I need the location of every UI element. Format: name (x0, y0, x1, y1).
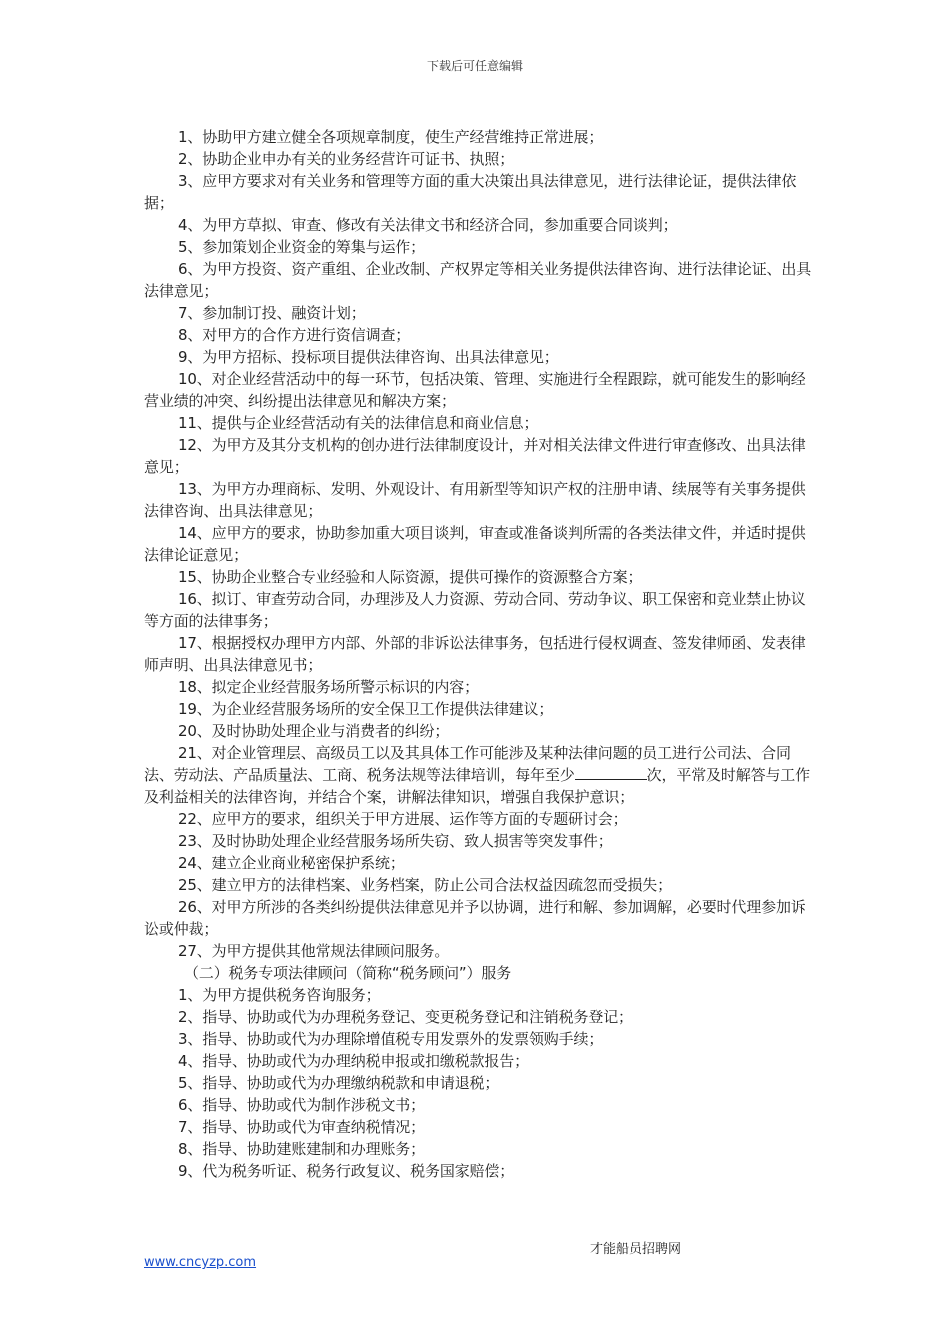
list-item: 4、为甲方草拟、审查、修改有关法律文书和经济合同，参加重要合同谈判； (178, 216, 678, 234)
tax-list-item: 3、指导、协助或代为办理除增值税专用发票外的发票领购手续； (178, 1030, 604, 1048)
list-item: 22、应甲方的要求，组织关于甲方进展、运作等方面的专题研讨会； (178, 810, 628, 828)
list-item: 12、为甲方及其分支机构的创办进行法律制度设计，并对相关法律文件进行审查修改、出具法律意见； (144, 436, 806, 476)
list-item: 27、为甲方提供其他常规法律顾问服务。 (178, 942, 450, 960)
list-item: 25、建立甲方的法律档案、业务档案，防止公司合法权益因疏忽而受损失； (178, 876, 672, 894)
page-header: 下载后可任意编辑 (426, 59, 523, 73)
item-21-text-before: 21、对企业管理层、高级员工以及其具体工作可能涉及某种法律问题的员工进行公司法、合同法、劳动法、产品质量法、工商、税务法规等法律培训，每年至少 (144, 744, 791, 784)
list-item: 11、提供与企业经营活动有关的法律信息和商业信息； (178, 414, 539, 432)
list-item: 9、为甲方招标、投标项目提供法律咨询、出具法律意见； (178, 348, 559, 366)
list-item: 16、拟订、审查劳动合同，办理涉及人力资源、劳动合同、劳动争议、职工保密和竞业禁止协议等方面的法律事务； (144, 590, 806, 630)
list-item: 3、应甲方要求对有关业务和管理等方面的重大决策出具法律意见，进行法律论证，提供法律依据； (144, 172, 797, 212)
footer-site-name: 才能船员招聘网 (590, 1242, 682, 1257)
list-item: 2、协助企业申办有关的业务经营许可证书、执照； (178, 150, 515, 168)
list-item-21 (144, 742, 814, 808)
list-item: 8、对甲方的合作方进行资信调查； (178, 326, 411, 344)
list-item: 15、协助企业整合专业经验和人际资源，提供可操作的资源整合方案； (178, 568, 643, 586)
tax-list-item: 2、指导、协助或代为办理税务登记、变更税务登记和注销税务登记； (178, 1008, 633, 1026)
list-item: 10、对企业经营活动中的每一环节，包括决策、管理、实施进行全程跟踪，就可能发生的影响经营业绩的冲突、纠纷提出法律意见和解决方案； (144, 370, 806, 410)
list-item: 24、建立企业商业秘密保护系统； (178, 854, 405, 872)
list-item: 5、参加策划企业资金的筹集与运作； (178, 238, 425, 256)
list-item: 23、及时协助处理企业经营服务场所失窃、致人损害等突发事件； (178, 832, 613, 850)
document-body (144, 126, 814, 1182)
section-heading: （二）税务专项法律顾问（简称“税务顾问”）服务 (184, 964, 512, 982)
fill-in-blank (575, 765, 647, 780)
list-item: 1、协助甲方建立健全各项规章制度，使生产经营维持正常进展； (178, 128, 604, 146)
tax-list-item: 4、指导、协助或代为办理纳税申报或扣缴税款报告； (178, 1052, 529, 1070)
list-item: 7、参加制订投、融资计划； (178, 304, 366, 322)
item-21-text-after: 次，平常及时解答与工作及利益相关的法律咨询，并结合个案，讲解法律知识，增强自我保护意识； (144, 766, 811, 806)
tax-list-item: 1、为甲方提供税务咨询服务； (178, 986, 381, 1004)
tax-list-item: 6、指导、协助或代为制作涉税文书； (178, 1096, 425, 1114)
list-item: 17、根据授权办理甲方内部、外部的非诉讼法律事务，包括进行侵权调查、签发律师函、发表律师声明、出具法律意见书； (144, 634, 806, 674)
list-item: 18、拟定企业经营服务场所警示标识的内容； (178, 678, 479, 696)
list-item: 20、及时协助处理企业与消费者的纠纷； (178, 722, 450, 740)
list-item: 14、应甲方的要求，协助参加重大项目谈判，审查或准备谈判所需的各类法律文件，并适时提供法律论证意见； (144, 524, 806, 564)
list-item: 26、对甲方所涉的各类纠纷提供法律意见并予以协调，进行和解、参加调解，必要时代理参加诉讼或仲裁； (144, 898, 806, 938)
tax-list-item: 7、指导、协助或代为审查纳税情况； (178, 1118, 425, 1136)
list-item: 13、为甲方办理商标、发明、外观设计、有用新型等知识产权的注册申请、续展等有关事务提供法律咨询、出具法律意见； (144, 480, 806, 520)
list-item: 6、为甲方投资、资产重组、企业改制、产权界定等相关业务提供法律咨询、进行法律论证、出具法律意见； (144, 260, 812, 300)
footer-url-link[interactable]: www.cncyzp.com (144, 1255, 257, 1270)
tax-list-item: 9、代为税务听证、税务行政复议、税务国家赔偿； (178, 1162, 515, 1180)
list-item: 19、为企业经营服务场所的安全保卫工作提供法律建议； (178, 700, 554, 718)
tax-list-item: 8、指导、协助建账建制和办理账务； (178, 1140, 425, 1158)
tax-list-item: 5、指导、协助或代为办理缴纳税款和申请退税； (178, 1074, 500, 1092)
